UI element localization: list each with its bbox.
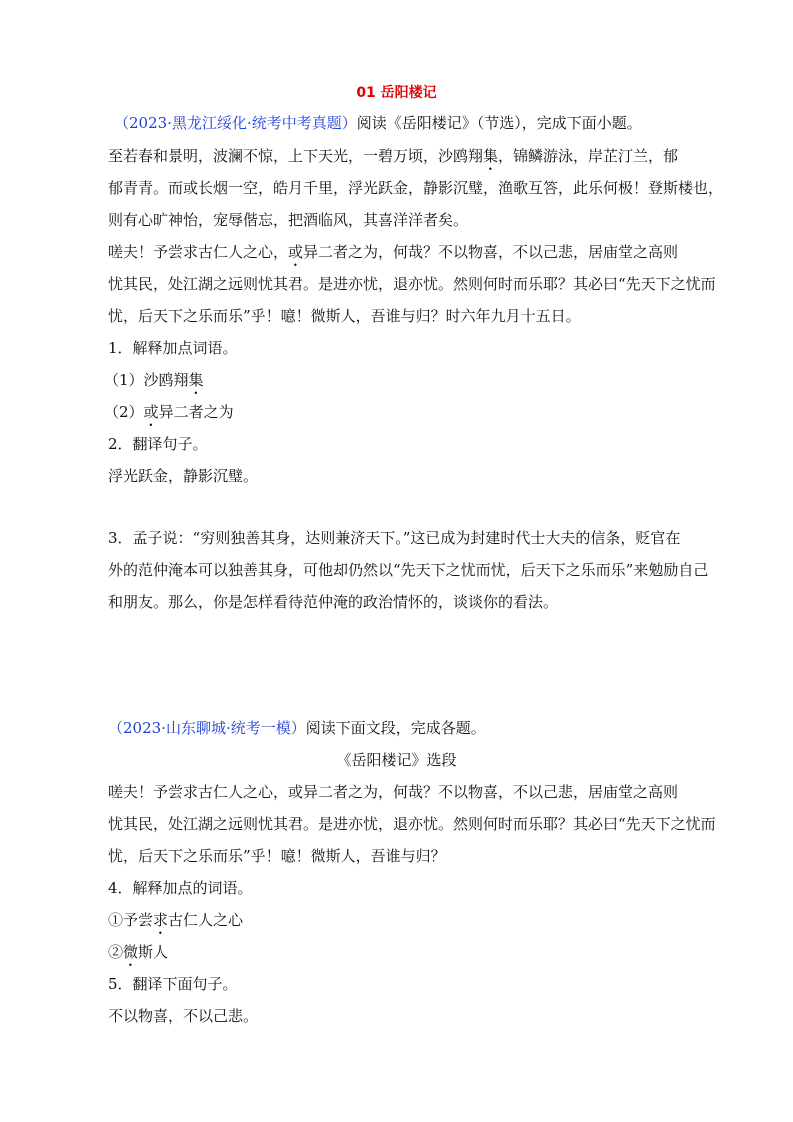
section1-p1-line2: 郁青青。而或长烟一空，皓月千里，浮光跃金，静影沉璧，渔歌互答，此乐何极！登斯楼也， [108, 179, 724, 197]
question-3-line1: 3．孟子说：“穷则独善其身，达则兼济天下。”这已成为封建时代士大夫的信条，贬官在 [108, 529, 681, 547]
question-1-1: （1）沙鸥翔集 [104, 371, 204, 389]
question-3-line3: 和朋友。那么，你是怎样看待范仲淹的政治情怀的，谈谈你的看法。 [108, 593, 559, 611]
emphasis-word: 集 [483, 147, 499, 165]
question-3-line2: 外的范仲淹本可以独善其身，可他却仍然以“先天下之忧而忧，后天下之乐而乐”来勉励自己 [108, 561, 709, 579]
question-4-1: ①予尝求古仁人之心 [108, 911, 244, 929]
section1-p1-line3: 则有心旷神怡，宠辱偕忘，把酒临风，其喜洋洋者矣。 [108, 211, 469, 229]
section1-p2-line3: 忧，后天下之乐而乐”乎！噫！微斯人，吾谁与归？时六年九月十五日。 [108, 307, 581, 325]
section2-source: （2023·山东聊城·统考一模） [108, 719, 306, 737]
section2-p1-line3: 忧，后天下之乐而乐”乎！噫！微斯人，吾谁与归？ [108, 847, 446, 865]
question-5-text: 不以物喜，不以己悲。 [108, 1007, 259, 1025]
emphasis-word: 微 [123, 943, 139, 961]
emphasis-word: 或 [143, 403, 159, 421]
question-5: 5．翻译下面句子。 [108, 975, 238, 993]
section1-p1-line1: 至若春和景明，波澜不惊，上下天光，一碧万顷，沙鸥翔集，锦鳞游泳，岸芷汀兰，郁 [108, 147, 679, 165]
page-title: 01 岳阳楼记 [356, 85, 437, 101]
section1-header [114, 113, 642, 133]
section2-p1-line1: 嗟夫！予尝求古仁人之心，或异二者之为，何哉？不以物喜，不以己悲，居庙堂之高则 [108, 783, 679, 801]
question-1: 1．解释加点词语。 [108, 339, 238, 357]
question-4: 4．解释加点的词语。 [108, 879, 253, 897]
section2-subtitle: 《岳阳楼记》选段 [336, 751, 457, 769]
emphasis-word: 或 [288, 243, 304, 261]
question-4-2: ②微斯人 [108, 943, 169, 961]
section1-instruction: 阅读《岳阳楼记》（节选），完成下面小题。 [356, 114, 642, 132]
question-1-2: （2）或异二者之为 [104, 403, 234, 421]
section1-source: （2023·黑龙江绥化·统考中考真题） [114, 114, 357, 132]
section2-instruction: 阅读下面文段，完成各题。 [305, 719, 486, 737]
question-2-text: 浮光跃金，静影沉璧。 [108, 467, 259, 485]
section2-header [108, 718, 486, 738]
section1-p2-line1: 嗟夫！予尝求古仁人之心，或异二者之为，何哉？不以物喜，不以己悲，居庙堂之高则 [108, 243, 679, 261]
question-2: 2．翻译句子。 [108, 435, 208, 453]
section2-p1-line2: 忧其民，处江湖之远则忧其君。是进亦忧，退亦忧。然则何时而乐耶？其必曰“先天下之忧而 [108, 815, 716, 833]
emphasis-word: 求 [153, 911, 169, 929]
section1-p2-line2: 忧其民，处江湖之远则忧其君。是进亦忧，退亦忧。然则何时而乐耶？其必曰“先天下之忧而 [108, 275, 716, 293]
emphasis-word: 集 [188, 371, 204, 389]
